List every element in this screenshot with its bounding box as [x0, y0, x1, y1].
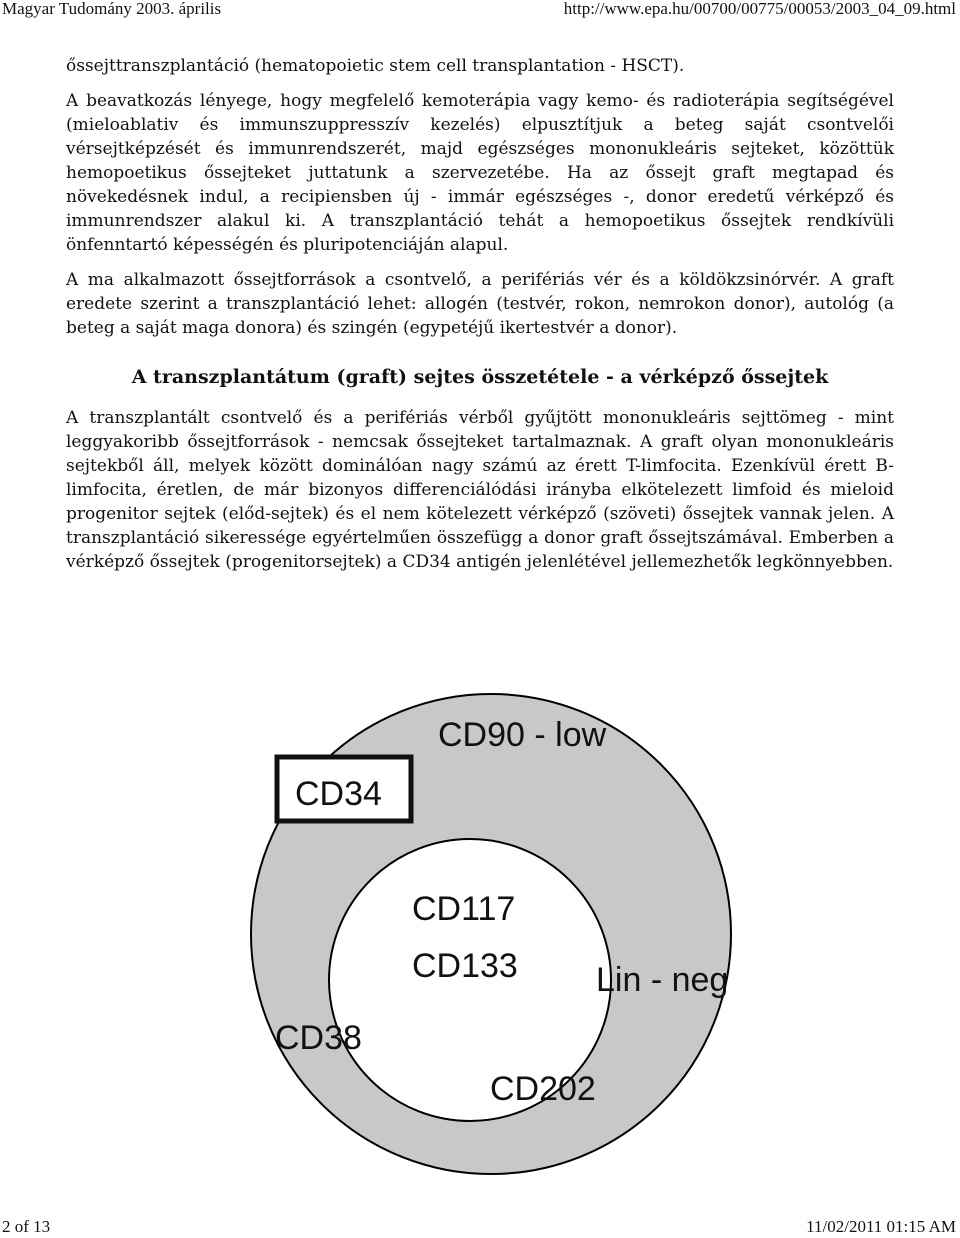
paragraph-2: A beavatkozás lényege, hogy megfelelő kemoterápia vagy kemo- és radioterápia segítségével (mieloablativ és immunszuppresszív kezelés) elpusztítjuk a beteg saját csontvelői vérsejtképzését és immunrendszerét, majd egészséges mononukleáris sejteket, közöttük hemopoetikus őssejteket juttatunk a szervezetébe. Ha az őssejt graft megtapad és növekedésnek indul, a recipiensben új - immár egészséges -, donor eredetű vérképző és immunrendszer alakul ki. A transzplantáció tehát a hemopoetikus őssejtek rendkívüli önfenntartó képességén és pluripotenciáján alapul.: [66, 91, 894, 255]
header-url: http://www.epa.hu/00700/00775/00053/2003_04_09.html: [563, 0, 956, 18]
header-title: Magyar Tudomány 2003. április: [2, 0, 222, 18]
label-lin-neg: Lin - neg: [596, 961, 729, 999]
paragraph-3: A ma alkalmazott őssejtforrások a csontvelő, a perifériás vér és a köldökzsinórvér. A graft eredete szerint a transzplantáció lehet: allogén (testvér, rokon, nemrokon donor), autológ (a beteg a saját maga donora) és szingén (egypetéjű ikertestvér a donor).: [66, 270, 894, 338]
label-cd117: CD117: [412, 890, 516, 928]
label-cd38: CD38: [275, 1019, 362, 1057]
print-timestamp: 11/02/2011 01:15 AM: [806, 1217, 956, 1236]
section-heading: A transzplantátum (graft) sejtes összetétele - a vérképző őssejtek: [131, 366, 829, 388]
label-cd90-low: CD90 - low: [438, 716, 607, 754]
paragraph-1: őssejttranszplantáció (hematopoietic stem cell transplantation - HSCT).: [66, 56, 685, 76]
print-footer: [0, 1218, 960, 1238]
stem-cell-marker-diagram: [245, 682, 745, 1182]
label-cd34: CD34: [295, 775, 382, 813]
print-header: [0, 0, 960, 20]
label-cd202: CD202: [490, 1070, 596, 1108]
page-number: 2 of 13: [2, 1217, 51, 1236]
article-body: [66, 54, 894, 574]
label-cd133: CD133: [412, 947, 518, 985]
paragraph-4: A transzplantált csontvelő és a perifériás vérből gyűjtött mononukleáris sejttömeg - mint leggyakoribb őssejtforrások - nemcsak őssejteket tartalmaznak. A graft olyan mononukleáris sejtekből áll, melyek között dominálóan nagy számú az érett T-limfocita. Ezenkívül érett B-limfocita, éretlen, de már bizonyos differenciálódási irányba elkötelezett limfoid és mieloid progenitor sejtek (előd-sejtek) és el nem kötelezett vérképző (szöveti) őssejtek vannak jelen. A transzplantáció sikeressége egyértelműen összefügg a donor graft őssejtszámával. Emberben a vérképző őssejtek (progenitorsejtek) a CD34 antigén jelenlétével jellemezhetők legkönnyebben.: [66, 408, 894, 572]
